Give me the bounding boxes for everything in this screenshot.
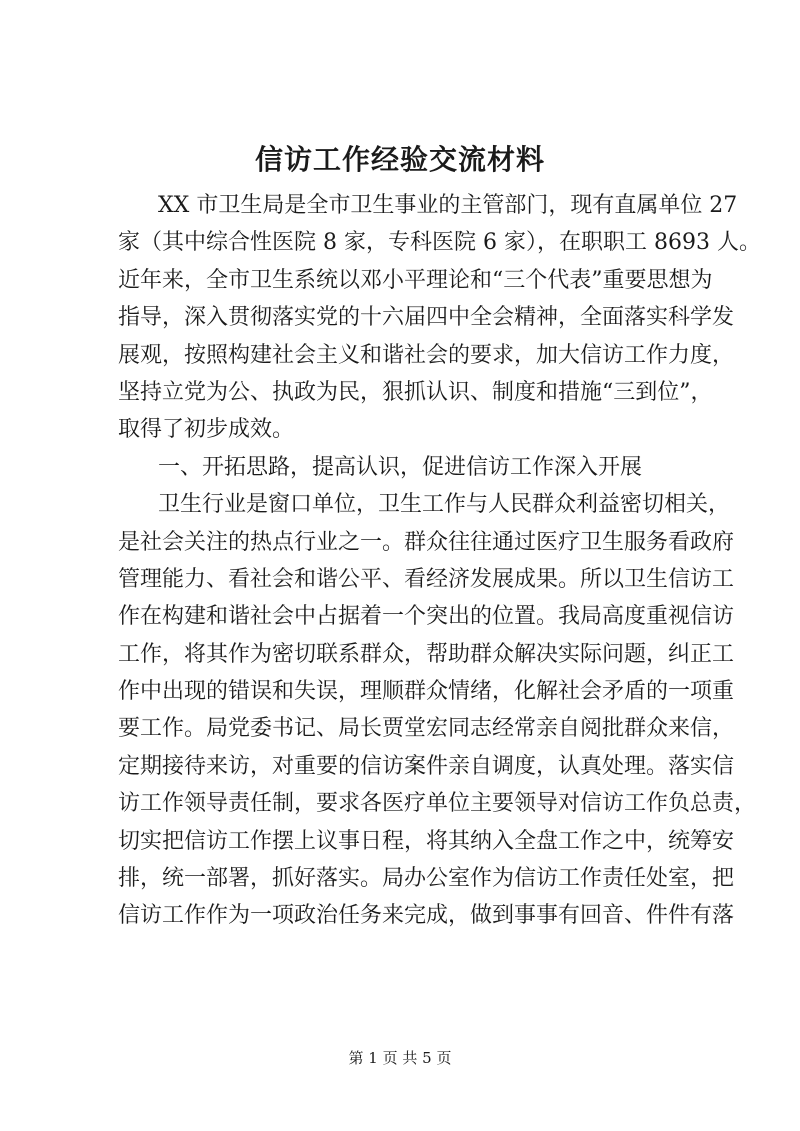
text-line: 坚持立党为公、执政为民，狠抓认识、制度和措施“三到位”， [118, 379, 713, 405]
text-line: 家（其中综合性医院 8 家，专科医院 6 家），在职职工 8693 人。 [118, 230, 761, 256]
text-line: 工作，将其作为密切联系群众，帮助群众解决实际问题，纠正工 [118, 641, 735, 667]
section-heading: 一、开拓思路，提高认识，促进信访工作深入开展 [158, 454, 643, 480]
text-line: XX 市卫生局是全市卫生事业的主管部门，现有直属单位 27 [158, 193, 738, 218]
text-line: 管理能力、看社会和谐公平、看经济发展成果。所以卫生信访工 [118, 566, 735, 592]
text-line: 展观，按照构建社会主义和谐社会的要求，加大信访工作力度， [118, 342, 735, 368]
document-title: 信访工作经验交流材料 [254, 143, 545, 176]
text-line: 近年来，全市卫生系统以邓小平理论和“三个代表”重要思想为 [118, 267, 713, 293]
page-number: 第 1 页 共 5 页 [348, 1049, 452, 1067]
text-line: 是社会关注的热点行业之一。群众往往通过医疗卫生服务看政府 [118, 529, 735, 555]
text-line: 访工作领导责任制，要求各医疗单位主要领导对信访工作负总责， [118, 791, 757, 817]
text-line: 作中出现的错误和失误，理顺群众情绪，化解社会矛盾的一项重 [118, 679, 735, 705]
text-line: 切实把信访工作摆上议事日程，将其纳入全盘工作之中，统筹安 [118, 828, 735, 854]
text-line: 卫生行业是窗口单位，卫生工作与人民群众利益密切相关， [158, 492, 731, 518]
text-line: 作在构建和谐社会中占据着一个突出的位置。我局高度重视信访 [118, 604, 735, 630]
text-line: 取得了初步成效。 [118, 417, 295, 443]
text-line: 信访工作作为一项政治任务来完成，做到事事有回音、件件有落 [118, 903, 735, 929]
document-body [118, 187, 761, 935]
text-line: 要工作。局党委书记、局长贾堂宏同志经常亲自阅批群众来信， [118, 716, 735, 742]
text-line: 排，统一部署，抓好落实。局办公室作为信访工作责任处室，把 [118, 866, 735, 892]
text-line: 定期接待来访，对重要的信访案件亲自调度，认真处理。落实信 [118, 753, 735, 779]
text-line: 指导，深入贯彻落实党的十六届四中全会精神，全面落实科学发 [118, 305, 735, 331]
